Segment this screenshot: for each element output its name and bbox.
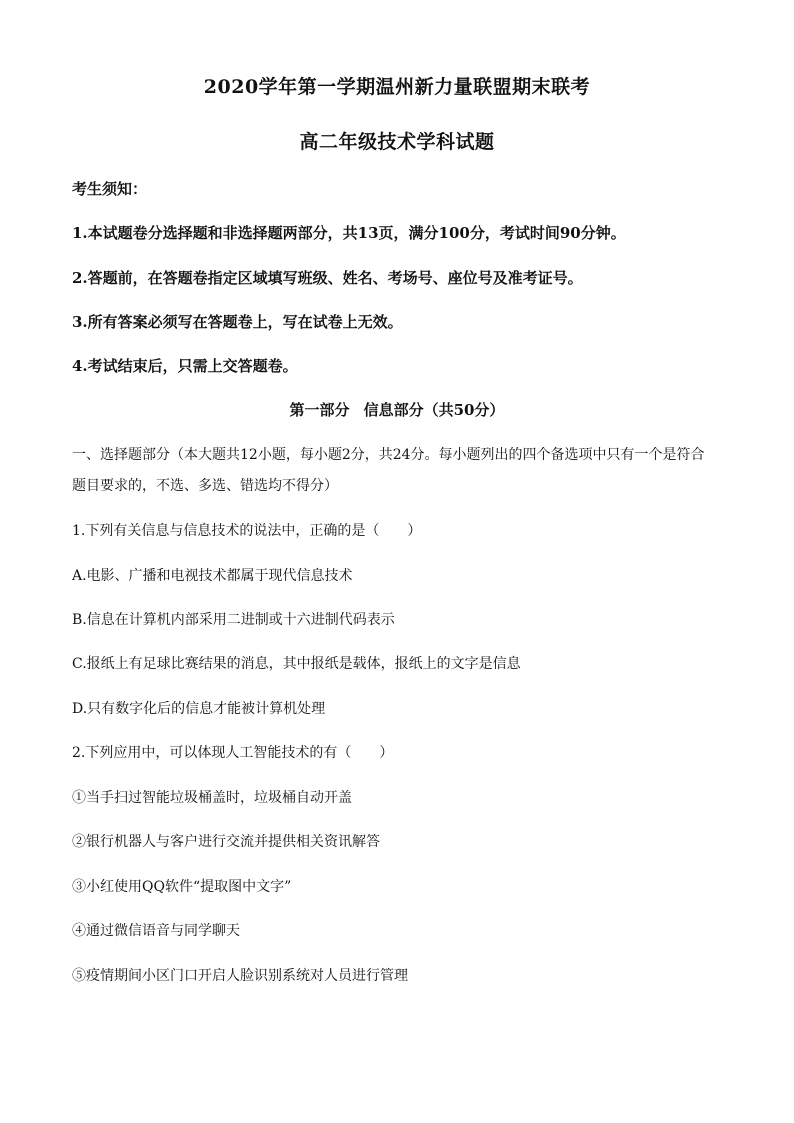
question-2-item-4: ④通过微信语音与同学聊天 <box>72 923 240 939</box>
section-part: 第一部分 <box>289 401 350 419</box>
question-1-option-b: B.信息在计算机内部采用二进制或十六进制代码表示 <box>72 612 395 628</box>
question-2-item-5: ⑤疫情期间小区门口开启人脸识别系统对人员进行管理 <box>72 968 408 984</box>
notice-heading: 考生须知： <box>72 180 148 198</box>
instructions-line-1: 一、选择题部分（本大题共12小题，每小题2分，共24分。每小题列出的四个备选项中只有一个是符合 <box>72 447 705 463</box>
instructions-line-2: 题目要求的，不选、多选、错选均不得分） <box>72 478 338 494</box>
question-2-stem: 2.下列应用中，可以体现人工智能技术的有（ ） <box>72 745 394 761</box>
question-1-option-d: D.只有数字化后的信息才能被计算机处理 <box>72 701 326 717</box>
question-1-option-a: A.电影、广播和电视技术都属于现代信息技术 <box>72 568 353 584</box>
question-1-option-c: C.报纸上有足球比赛结果的消息，其中报纸是载体，报纸上的文字是信息 <box>72 656 521 672</box>
exam-title: 2020学年第一学期温州新力量联盟期末联考 <box>203 76 591 98</box>
question-1-stem: 1.下列有关信息与信息技术的说法中，正确的是（ ） <box>72 523 422 539</box>
question-2-item-2: ②银行机器人与客户进行交流并提供相关资讯解答 <box>72 834 380 850</box>
notice-item-2: 2.答题前，在答题卷指定区域填写班级、姓名、考场号、座位号及准考证号。 <box>72 269 583 287</box>
question-2-item-3: ③小红使用QQ软件“提取图中文字” <box>72 879 292 895</box>
notice-item-3: 3.所有答案必须写在答题卷上，写在试卷上无效。 <box>72 313 403 331</box>
section-name: 信息部分（共50分） <box>363 401 505 419</box>
exam-subtitle: 高二年级技术学科试题 <box>299 131 495 153</box>
notice-item-1: 1.本试题卷分选择题和非选择题两部分，共13页，满分100分，考试时间90分钟。 <box>72 224 626 242</box>
notice-item-4: 4.考试结束后，只需上交答题卷。 <box>72 357 298 375</box>
question-2-item-1: ①当手扫过智能垃圾桶盖时，垃圾桶自动开盖 <box>72 790 352 806</box>
section-heading <box>0 399 794 420</box>
